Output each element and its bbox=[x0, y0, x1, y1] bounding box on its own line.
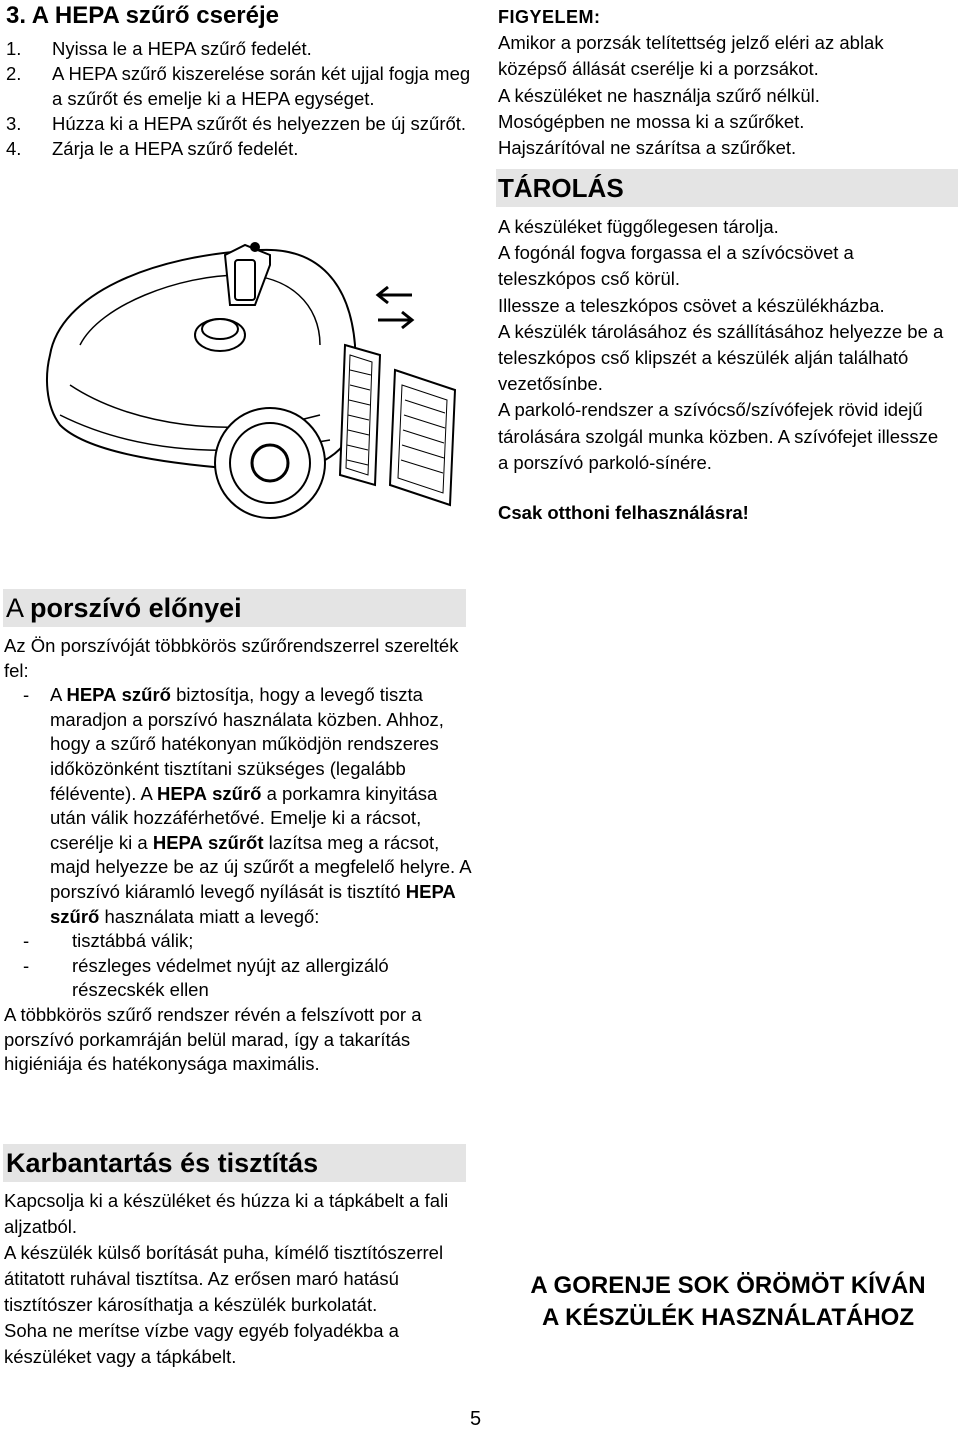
warning-heading: FIGYELEM: bbox=[498, 7, 601, 27]
text-run: használata miatt a levegő: bbox=[104, 905, 320, 927]
advantages-body bbox=[4, 634, 474, 1077]
bullet-dash: - bbox=[23, 930, 30, 952]
maintenance-paragraph: Soha ne merítse vízbe vagy egyéb folyadékba a készüléket vagy a tápkábelt. bbox=[4, 1320, 399, 1367]
text-run: lazítsa meg a rácsot, majd helyezze be az új szűrőt a megfelelő helyre. A porszívó kiáramló levegő nyílását is tisztító bbox=[50, 831, 471, 902]
advantages-sub-bullet bbox=[4, 954, 474, 1003]
advantages-heading bbox=[3, 589, 466, 627]
hepa-steps-list bbox=[6, 36, 476, 161]
advantages-sub-bullet bbox=[4, 929, 474, 954]
hepa-section-title: 3. A HEPA szűrő cseréje bbox=[6, 2, 279, 29]
step-number: 2. bbox=[6, 63, 22, 84]
hepa-term: HEPA bbox=[156, 782, 207, 804]
gorenje-slogan bbox=[498, 1270, 958, 1334]
bullet-dash: - bbox=[23, 684, 30, 706]
filter-term: szűrő bbox=[50, 905, 100, 927]
advantages-bullet bbox=[4, 683, 474, 929]
hepa-term: HEPA bbox=[66, 684, 117, 706]
filter-term: szűrőt bbox=[208, 831, 264, 853]
home-use-notice: Csak otthoni felhasználásra! bbox=[498, 502, 749, 523]
step-text: Húzza ki a HEPA szűrőt és helyezzen be új szűrőt. bbox=[52, 113, 467, 134]
storage-paragraph: Illessze a teleszkópos csövet a készülékházba. bbox=[498, 294, 885, 316]
step-number: 3. bbox=[6, 113, 22, 134]
text-run: A bbox=[50, 684, 62, 706]
warning-line: Hajszárítóval ne szárítsa a szűrőket. bbox=[498, 137, 797, 159]
hepa-term: HEPA bbox=[405, 880, 456, 902]
warning-line: A készüléket ne használja szűrő nélkül. bbox=[498, 84, 820, 106]
storage-paragraph: A parkoló-rendszer a szívócső/szívófejek rövid idejű tárolására szolgál munka közben. A szívófejet illessze a porszívó parkoló-sínére. bbox=[498, 399, 939, 473]
filter-term: szűrő bbox=[212, 782, 262, 804]
advantages-intro: Az Ön porszívóját többkörös szűrőrendszerrel szerelték fel: bbox=[4, 635, 459, 681]
storage-paragraph: A fogónál fogva forgassa el a szívócsövet a teleszkópos cső körül. bbox=[498, 242, 854, 290]
dial bbox=[195, 319, 245, 351]
text-run: a porkamra kinyitása után válik hozzáférhetővé. Emelje ki a rácsot, cserélje ki a bbox=[50, 782, 438, 853]
vacuum-cleaner-hepa-illustration bbox=[0, 225, 480, 525]
storage-heading: TÁROLÁS bbox=[496, 169, 958, 207]
step-text: Nyissa le a HEPA szűrő fedelét. bbox=[52, 38, 312, 59]
maintenance-body bbox=[4, 1188, 474, 1370]
sub-bullet-text: részleges védelmet nyújt az allergizáló részecskék ellen bbox=[72, 954, 389, 1001]
advantages-heading-text: porszívó előnyei bbox=[30, 593, 242, 623]
slogan-line-2: A KÉSZÜLÉK HASZNÁLATÁHOZ bbox=[542, 1304, 914, 1331]
maintenance-paragraph: A készülék külső borítását puha, kímélő tisztítószerrel átitatott ruhával tisztítsa. Az erősen maró hatású tisztítószer károsíthatja a készülék burkolatát. bbox=[4, 1242, 444, 1315]
step-text: A HEPA szűrő kiszerelése során két ujjal fogja meg a szűrőt és emelje ki a HEPA egységet. bbox=[52, 63, 471, 109]
text-run: biztosítja, hogy a levegő tiszta maradjon a porszívó használata közben. Ahhoz, hogy a szűrő hatékonyan működjön rendszeres időközönként tisztítani szükséges (legalább félévente). A bbox=[50, 684, 444, 804]
filter-cover bbox=[390, 370, 455, 505]
maintenance-heading: Karbantartás és tisztítás bbox=[3, 1144, 466, 1182]
hepa-step-3 bbox=[6, 111, 476, 136]
warning-line: Mosógépben ne mossa ki a szűrőket. bbox=[498, 110, 805, 132]
step-number: 1. bbox=[6, 38, 22, 59]
maintenance-paragraph: Kapcsolja ki a készüléket és húzza ki a tápkábelt a fali aljzatból. bbox=[4, 1190, 449, 1237]
hepa-step-1 bbox=[6, 36, 476, 61]
bullet-dash: - bbox=[23, 954, 30, 976]
front-wheel bbox=[215, 408, 325, 518]
step-text: Zárja le a HEPA szűrő fedelét. bbox=[52, 138, 299, 159]
filter-term: szűrő bbox=[121, 684, 171, 706]
page-number: 5 bbox=[470, 1408, 482, 1430]
step-number: 4. bbox=[6, 138, 22, 159]
warning-block bbox=[498, 4, 948, 161]
advantages-closing: A többkörös szűrő rendszer révén a felszívott por a porszívó porkamráján belül marad, így a takarítás higiéniája és hatékonysága maximális. bbox=[4, 1003, 422, 1075]
hepa-filter bbox=[340, 345, 380, 485]
warning-line: Amikor a porzsák telítettség jelző eléri az ablak középső állását cserélje ki a porzsákot. bbox=[498, 32, 884, 80]
sub-bullet-text: tisztábbá válik; bbox=[72, 930, 194, 952]
hepa-step-2 bbox=[6, 61, 476, 111]
handle bbox=[225, 243, 270, 305]
storage-paragraph: A készüléket függőlegesen tárolja. bbox=[498, 216, 779, 237]
slogan-line-1: A GORENJE SOK ÖRÖMÖT KÍVÁN bbox=[530, 1272, 926, 1299]
storage-paragraph: A készülék tárolásához és szállításához helyezze be a teleszkópos cső klipszét a készülék alján található vezetősínbe. bbox=[498, 320, 944, 395]
advantages-heading-prefix: A bbox=[6, 593, 23, 623]
hepa-term: HEPA bbox=[152, 831, 203, 853]
hepa-step-4 bbox=[6, 136, 476, 161]
storage-body bbox=[498, 214, 948, 476]
arrows-icon bbox=[378, 287, 412, 328]
